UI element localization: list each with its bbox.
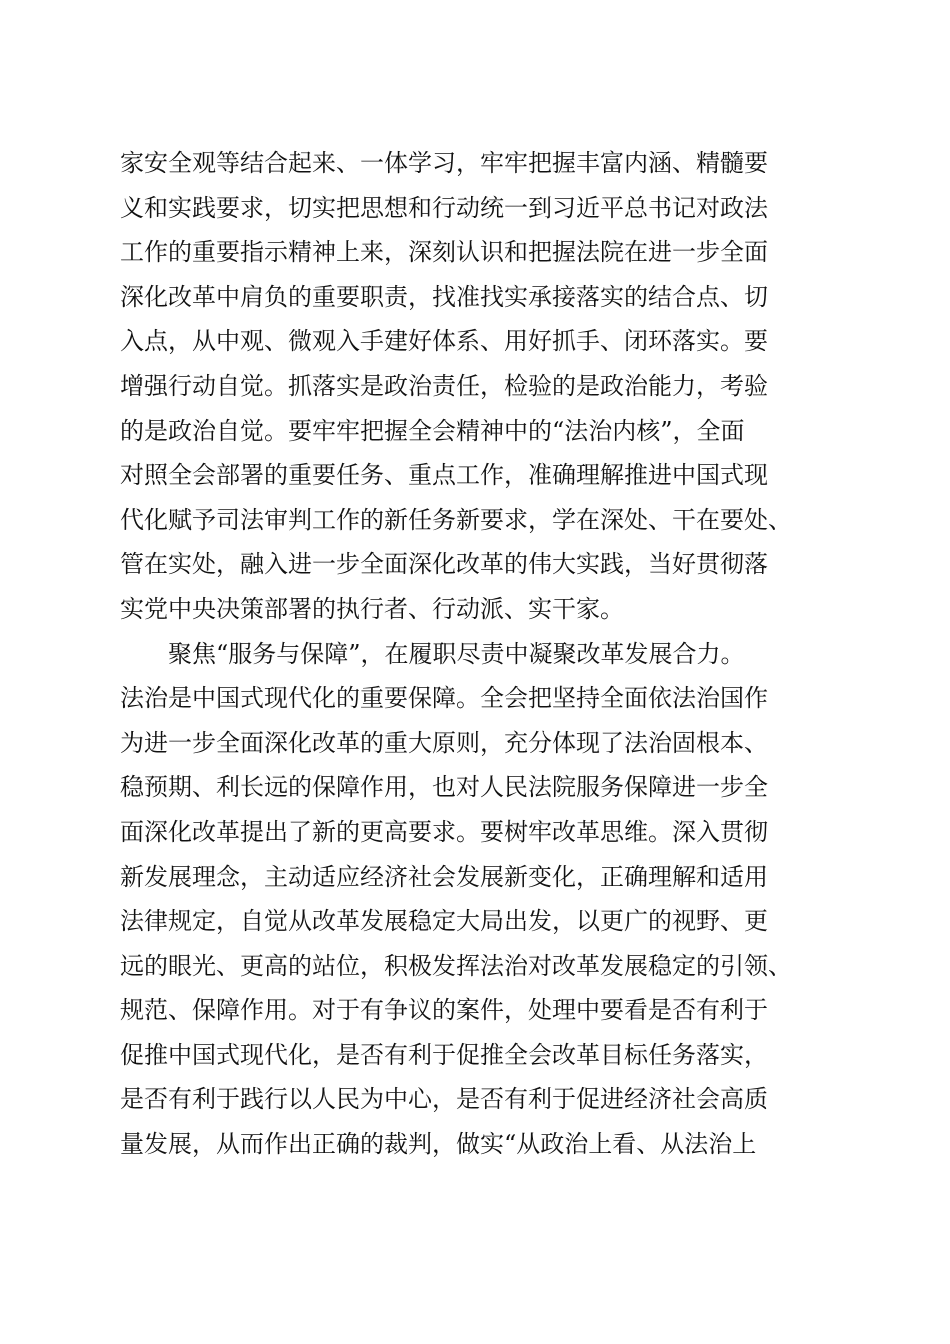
paragraph-1 xyxy=(120,141,840,632)
text-line: 面深化改革提出了新的更高要求。要树牢改革思维。深入贯彻 xyxy=(120,817,768,846)
paragraph-2 xyxy=(120,632,840,1167)
text-line: 实党中央决策部署的执行者、行动派、实干家。 xyxy=(120,594,624,623)
text-line: 家安全观等结合起来、一体学习，牢牢把握丰富内涵、精髓要 xyxy=(120,149,768,177)
text-line: 新发展理念，主动适应经济社会发展新变化，正确理解和适用 xyxy=(120,862,768,891)
text-line: 代化赋予司法审判工作的新任务新要求，学在深处、干在要处、 xyxy=(120,505,792,534)
text-line: 规范、保障作用。对于有争议的案件，处理中要看是否有利于 xyxy=(120,996,768,1025)
text-line: 法律规定，自觉从改革发展稳定大局出发，以更广的视野、更 xyxy=(120,907,768,936)
text-line: 对照全会部署的重要任务、重点工作，准确理解推进中国式现 xyxy=(120,461,768,490)
text-line-first: 聚焦“服务与保障”，在履职尽责中凝聚改革发展合力。 xyxy=(168,639,745,668)
text-line: 入点，从中观、微观入手建好体系、用好抓手、闭环落实。要 xyxy=(120,327,768,356)
text-line: 增强行动自觉。抓落实是政治责任，检验的是政治能力，考验 xyxy=(120,371,768,400)
text-line: 量发展，从而作出正确的裁判，做实“从政治上看、从法治上 xyxy=(120,1130,757,1159)
text-line: 远的眼光、更高的站位，积极发挥法治对改革发展稳定的引领、 xyxy=(120,951,792,980)
text-line: 的是政治自觉。要牢牢把握全会精神中的“法治内核”，全面 xyxy=(120,416,745,445)
text-line: 为进一步全面深化改革的重大原则，充分体现了法治固根本、 xyxy=(120,728,768,757)
text-line: 稳预期、利长远的保障作用，也对人民法院服务保障进一步全 xyxy=(120,773,768,802)
text-line: 管在实处，融入进一步全面深化改革的伟大实践，当好贯彻落 xyxy=(120,550,768,579)
text-line: 法治是中国式现代化的重要保障。全会把坚持全面依法治国作 xyxy=(120,684,768,713)
text-line: 是否有利于践行以人民为中心，是否有利于促进经济社会高质 xyxy=(120,1085,768,1114)
text-line: 工作的重要指示精神上来，深刻认识和把握法院在进一步全面 xyxy=(120,238,768,267)
text-line: 义和实践要求，切实把思想和行动统一到习近平总书记对政法 xyxy=(120,193,768,222)
document-body xyxy=(120,141,840,1167)
text-line: 促推中国式现代化，是否有利于促推全会改革目标任务落实， xyxy=(120,1040,768,1069)
text-line: 深化改革中肩负的重要职责，找准找实承接落实的结合点、切 xyxy=(120,282,768,311)
